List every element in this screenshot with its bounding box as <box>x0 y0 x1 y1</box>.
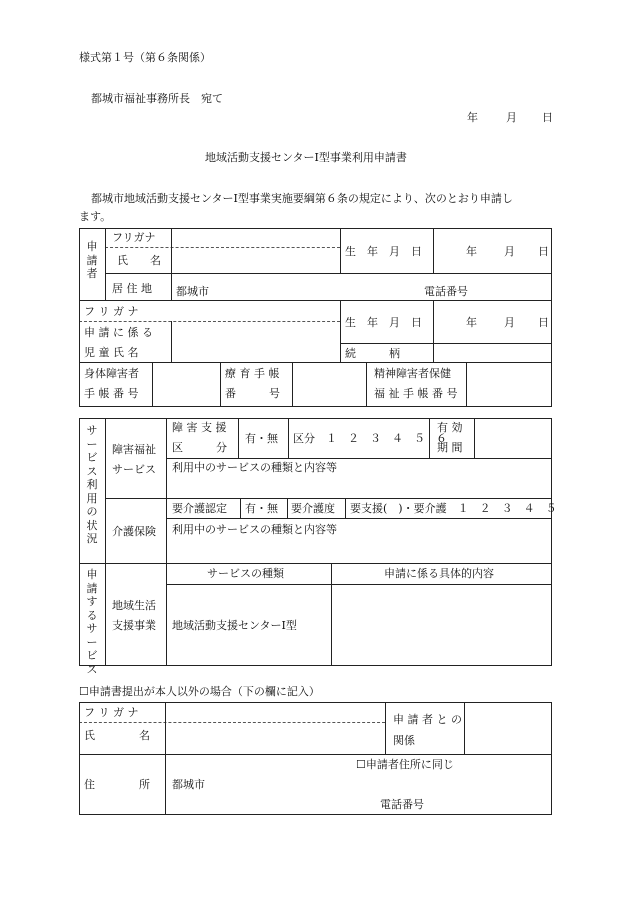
proxy-phone-label: 電話番号 <box>380 798 424 811</box>
valid-period-label-2: 期 間 <box>437 441 463 454</box>
child-furigana-label: フ リ ガ ナ <box>84 305 139 318</box>
service-type-header: サービスの種類 <box>207 567 284 580</box>
proxy-name-label: 氏 名 <box>84 729 150 742</box>
care-levels[interactable]: 要支援( )・要介護 １ ２ ３ ４ ５ <box>350 502 557 515</box>
proxy-furigana-label: フ リ ガ ナ <box>84 706 139 719</box>
applicant-section-label: 申請者 <box>86 240 98 280</box>
date-year: 年 <box>467 111 478 124</box>
applicant-name-label: 氏 名 <box>117 254 161 267</box>
proxy-address-value: 都城市 <box>172 778 205 791</box>
applicant-birth-month: 月 <box>504 245 515 258</box>
child-label-1: 申 請 に 係 る <box>84 326 153 339</box>
applicant-birth-year: 年 <box>466 245 477 258</box>
body-line-2: ます。 <box>79 210 112 223</box>
applicant-furigana-label: フリガナ <box>112 231 156 244</box>
page-title: 地域活動支援センターⅠ型事業利用申請書 <box>205 151 407 164</box>
welfare-service-detail: 利用中のサービスの種類と内容等 <box>172 461 337 474</box>
physical-handbook-label-2: 手 帳 番 号 <box>84 387 139 400</box>
care-level-label: 要介護度 <box>291 502 335 515</box>
welfare-service-label-2: サービス <box>112 463 156 476</box>
date-day: 日 <box>542 111 553 124</box>
form-number: 様式第１号（第６条関係） <box>79 51 211 64</box>
service-category-1: 地域生活 <box>112 599 156 612</box>
date-month: 月 <box>506 111 517 124</box>
care-service-detail: 利用中のサービスの種類と内容等 <box>172 523 337 536</box>
child-birth-label: 生 年 月 日 <box>345 316 422 329</box>
mental-handbook-label-2: 福 祉 手 帳 番 号 <box>374 387 458 400</box>
physical-handbook-label-1: 身体障害者 <box>84 367 139 380</box>
applicant-phone-label: 電話番号 <box>424 285 468 298</box>
proxy-address-label: 住 所 <box>84 778 150 791</box>
applicant-address-label: 居 住 地 <box>112 282 152 295</box>
welfare-service-label-1: 障害福祉 <box>112 443 156 456</box>
child-relation-label: 続 柄 <box>345 347 400 360</box>
body-line-1: 都城市地域活動支援センターⅠ型事業実施要綱第６条の規定により、次のとおり申請し <box>91 192 513 205</box>
applicant-address-value: 都城市 <box>176 285 209 298</box>
service-status-section-label: サービス利用の状況 <box>86 424 98 545</box>
child-birth-day: 日 <box>538 316 549 329</box>
service-category-2: 支援事業 <box>112 619 156 632</box>
applicant-birth-label: 生 年 月 日 <box>345 245 422 258</box>
support-class-label-2: 区 分 <box>172 441 227 454</box>
support-class-label-1: 障 害 支 援 <box>172 421 227 434</box>
service-content-header: 申請に係る具体的内容 <box>384 567 494 580</box>
ryoiku-handbook-label-2: 番 号 <box>225 387 280 400</box>
proxy-relation-label-2: 関係 <box>393 734 415 747</box>
proxy-same-address-checkbox[interactable]: ☐申請者住所に同じ <box>356 758 454 771</box>
ryoiku-handbook-label-1: 療 育 手 帳 <box>225 367 280 380</box>
proxy-relation-label-1: 申 請 者 と の <box>393 713 462 726</box>
mental-handbook-label-1: 精神障害者保健 <box>374 367 451 380</box>
care-certification-label: 要介護認定 <box>172 502 227 515</box>
child-birth-year: 年 <box>466 316 477 329</box>
valid-period-label-1: 有 効 <box>437 421 463 434</box>
child-label-2: 児 童 氏 名 <box>84 346 139 359</box>
requested-service-section-label: 申請するサービス <box>86 568 98 676</box>
support-class-levels[interactable]: 区分 １ ２ ３ ４ ５ ６ <box>293 432 447 445</box>
support-class-yesno[interactable]: 有・無 <box>245 432 278 445</box>
addressee: 都城市福祉事務所長 宛て <box>91 92 223 105</box>
applicant-birth-day: 日 <box>538 245 549 258</box>
proxy-checkbox-label[interactable]: ☐申請書提出が本人以外の場合（下の欄に記入） <box>79 685 320 698</box>
care-insurance-label: 介護保険 <box>112 525 156 538</box>
service-name: 地域活動支援センターⅠ型 <box>172 619 297 632</box>
child-birth-month: 月 <box>504 316 515 329</box>
care-certification-yesno[interactable]: 有・無 <box>245 502 278 515</box>
